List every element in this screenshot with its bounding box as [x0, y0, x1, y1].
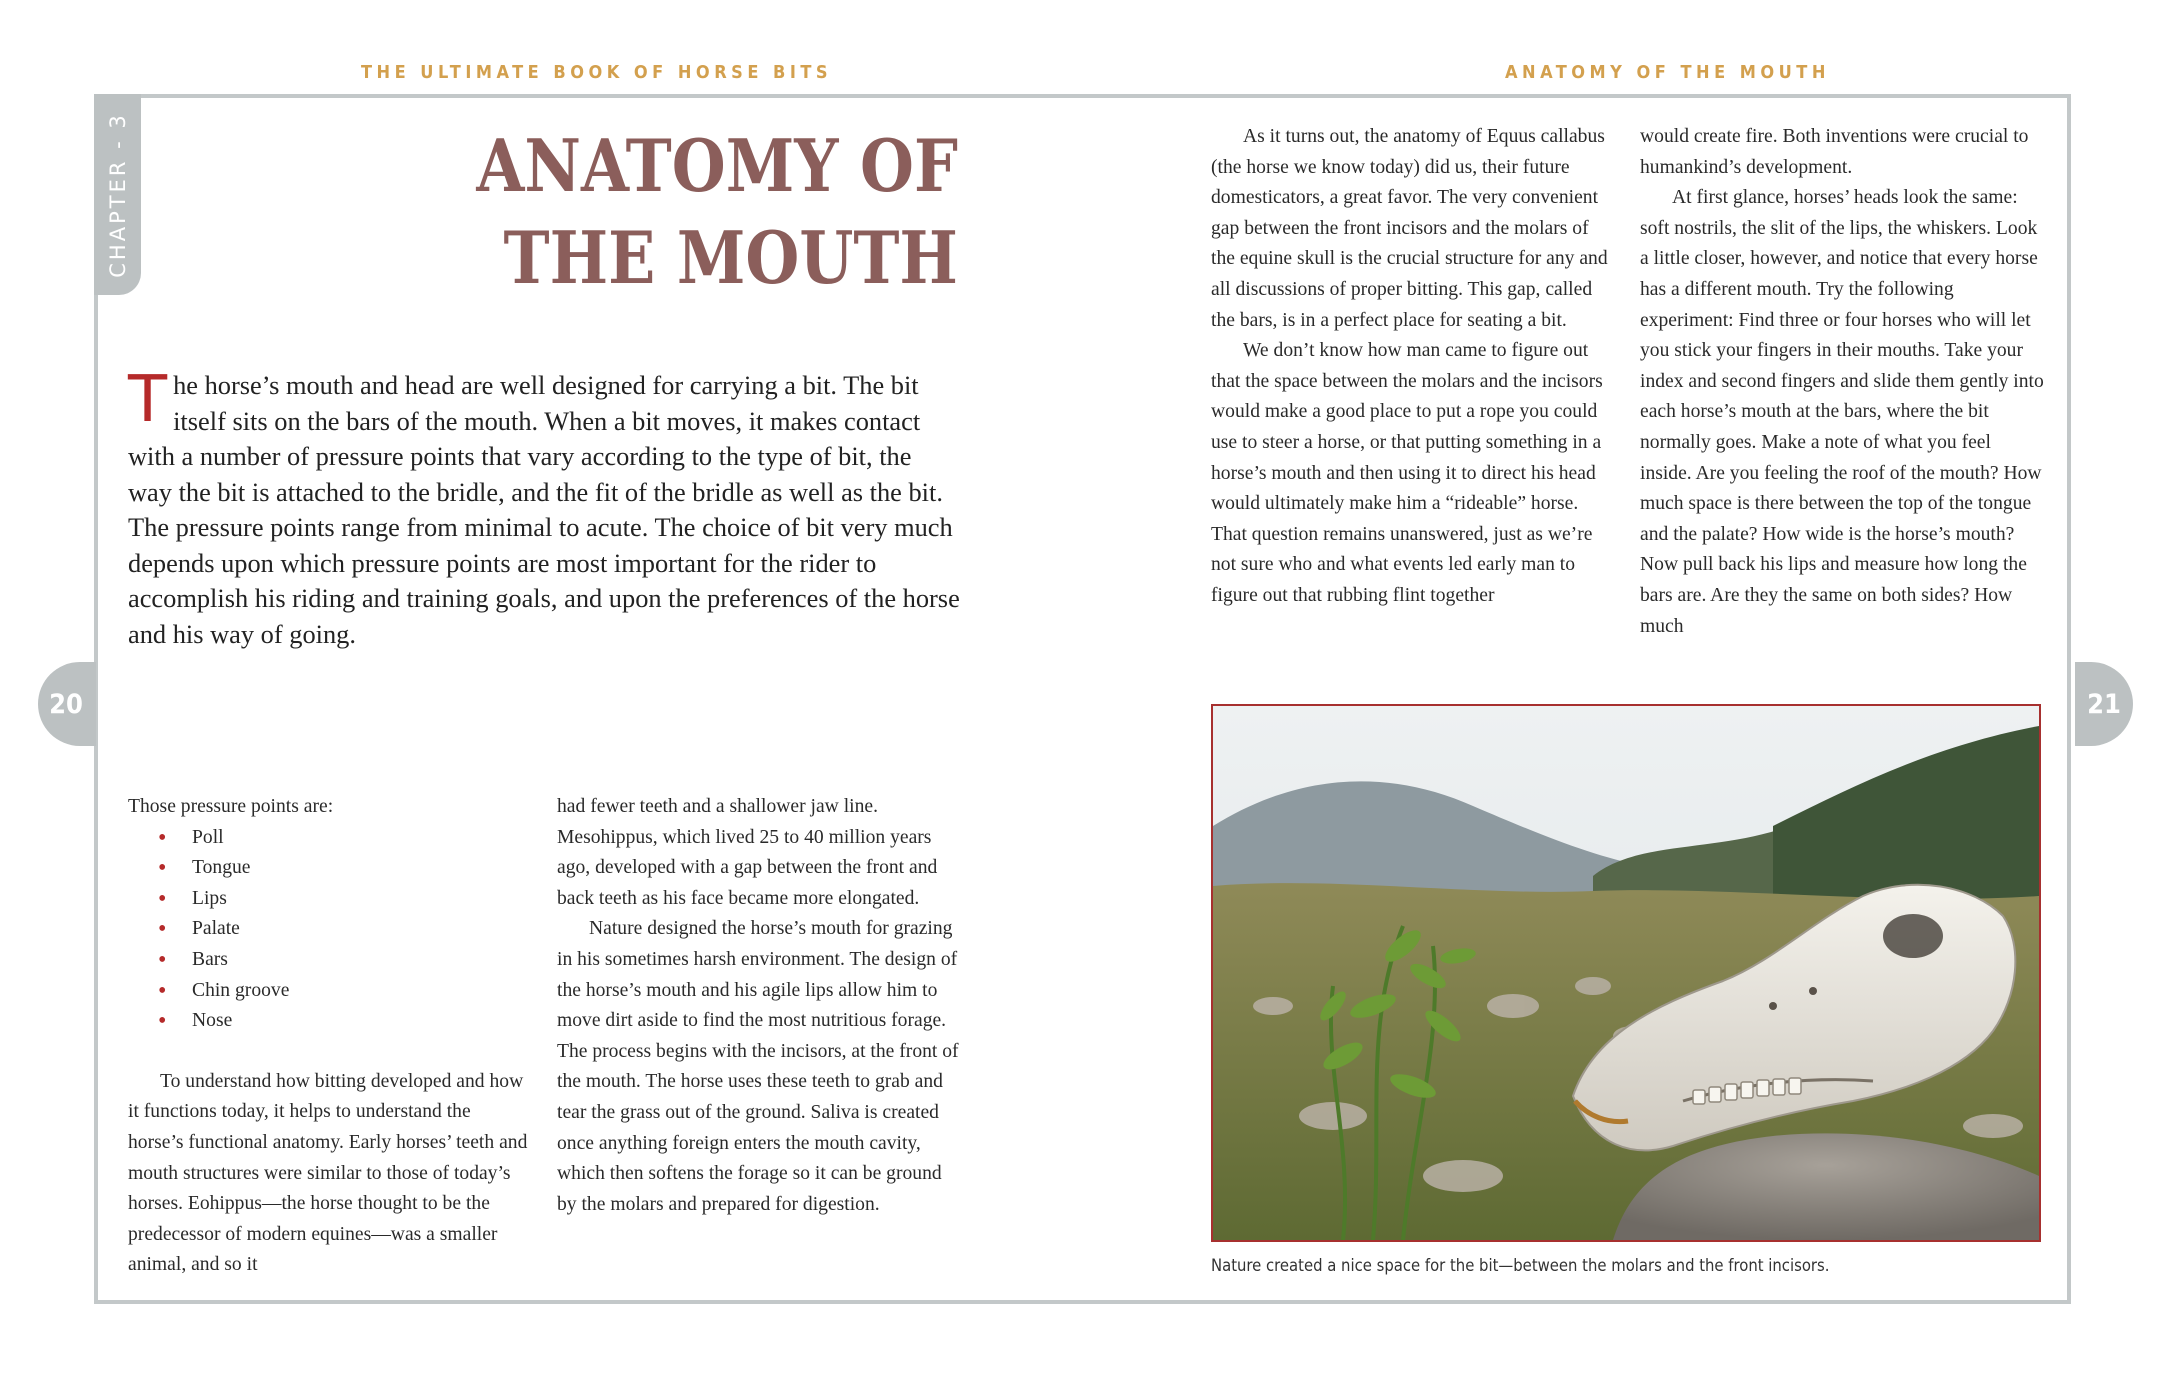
body-column-1	[128, 792, 528, 1281]
page-number-right: 21	[2075, 662, 2133, 746]
body-paragraph: As it turns out, the anatomy of Equus callabus (the horse we know today) did us, their future domesticators, a great favor. The very convenient gap between the front incisors and the molars of the equine skull is the crucial structure for any and all discussions of proper bitting. This gap, called the bars, is in a perfect place for seating a bit.	[1211, 126, 1608, 331]
left-running-head: THE ULTIMATE BOOK OF HORSE BITS	[361, 62, 833, 83]
intro-paragraph	[128, 363, 960, 652]
list-item: • Lips	[158, 884, 528, 915]
list-item: • Poll	[158, 823, 528, 854]
chapter-tab	[94, 94, 141, 295]
body-paragraph: had fewer teeth and a shallower jaw line. Mesohippus, which lived 25 to 40 million years ago, developed with a gap between the front and back teeth as his face became more elongated.	[557, 796, 938, 909]
photo-caption: Nature created a nice space for the bit—between the molars and the front incisors.	[1211, 1256, 1830, 1275]
right-running-head: ANATOMY OF THE MOUTH	[1505, 62, 1830, 83]
pressure-points-lead: Those pressure points are:	[128, 796, 334, 817]
list-item: • Chin groove	[158, 976, 528, 1007]
horse-skull-photo	[1211, 704, 2041, 1242]
list-item: • Bars	[158, 945, 528, 976]
page-number-left: 20	[38, 662, 96, 746]
body-column-3	[1211, 122, 1616, 612]
body-paragraph: We don’t know how man came to figure out that the space between the molars and the incisors would make a good place to put a rope you could use to steer a horse, or that putting something in a horse’s mouth and then using it to direct his head would ultimately make him a “rideable” horse. That question remains unanswered, just as we’re not sure who and what events led early man to figure out that rubbing flint together	[1211, 340, 1603, 606]
list-item: • Nose	[158, 1006, 528, 1037]
intro-text: he horse’s mouth and head are well designed for carrying a bit. The bit itself sits on the bars of the mouth. When a bit moves, it makes contact with a number of pressure points that vary according to the type of bit, the way the bit is attached to the bridle, and the fit of the bridle as well as the bit. The pressure points range from minimal to acute. The choice of bit very much depends upon which pressure points are most important for the rider to accomplish his riding and training goals, and upon the preferences of the horse and his way of going.	[128, 370, 960, 649]
chapter-tab-label: CHAPTER - 3	[105, 111, 130, 278]
horse-skull-illustration	[1213, 706, 2039, 1240]
body-column-4	[1640, 122, 2045, 642]
body-paragraph: At first glance, horses’ heads look the same: soft nostrils, the slit of the lips, the whiskers. Look a little closer, however, and notice that every horse has a different mouth. Try the following experiment: Find three or four horses who will let you stick your fingers in their mouths. Take your index and second fingers and slide them gently into each horse’s mouth at the bars, where the bit normally goes. Make a note of what you feel inside. Are you feeling the roof of the mouth? How much space is there between the top of the tongue and the palate? How wide is the horse’s mouth? Now pull back his lips and measure how long the bars are. Are they the same on both sides? How much	[1640, 187, 2044, 637]
page-title	[476, 120, 958, 304]
pressure-points-list	[128, 823, 528, 1037]
title-line-2: THE MOUTH	[503, 215, 958, 300]
drop-cap: T	[128, 363, 168, 437]
body-paragraph: To understand how bitting developed and how it functions today, it helps to understand the horse’s functional anatomy. Early horses’ teeth and mouth structures were similar to those of today’s horses. Eohippus—the horse thought to be the predecessor of modern equines—was a smaller animal, and so it	[128, 1070, 528, 1276]
body-paragraph: Nature designed the horse’s mouth for grazing in his sometimes harsh environment. The design of the horse’s mouth and his agile lips allow him to move dirt aside to find the most nutritious forage. The process begins with the incisors, at the front of the mouth. The horse uses these teeth to grab and tear the grass out of the ground. Saliva is created once anything foreign enters the mouth cavity, which then softens the forage so it can be ground by the molars and prepared for digestion.	[557, 918, 959, 1215]
title-line-1: ANATOMY OF	[476, 123, 958, 208]
list-item: • Palate	[158, 914, 528, 945]
list-item: • Tongue	[158, 853, 528, 884]
body-paragraph: would create fire. Both inventions were crucial to humankind’s development.	[1640, 126, 2029, 178]
body-column-2	[557, 792, 962, 1220]
